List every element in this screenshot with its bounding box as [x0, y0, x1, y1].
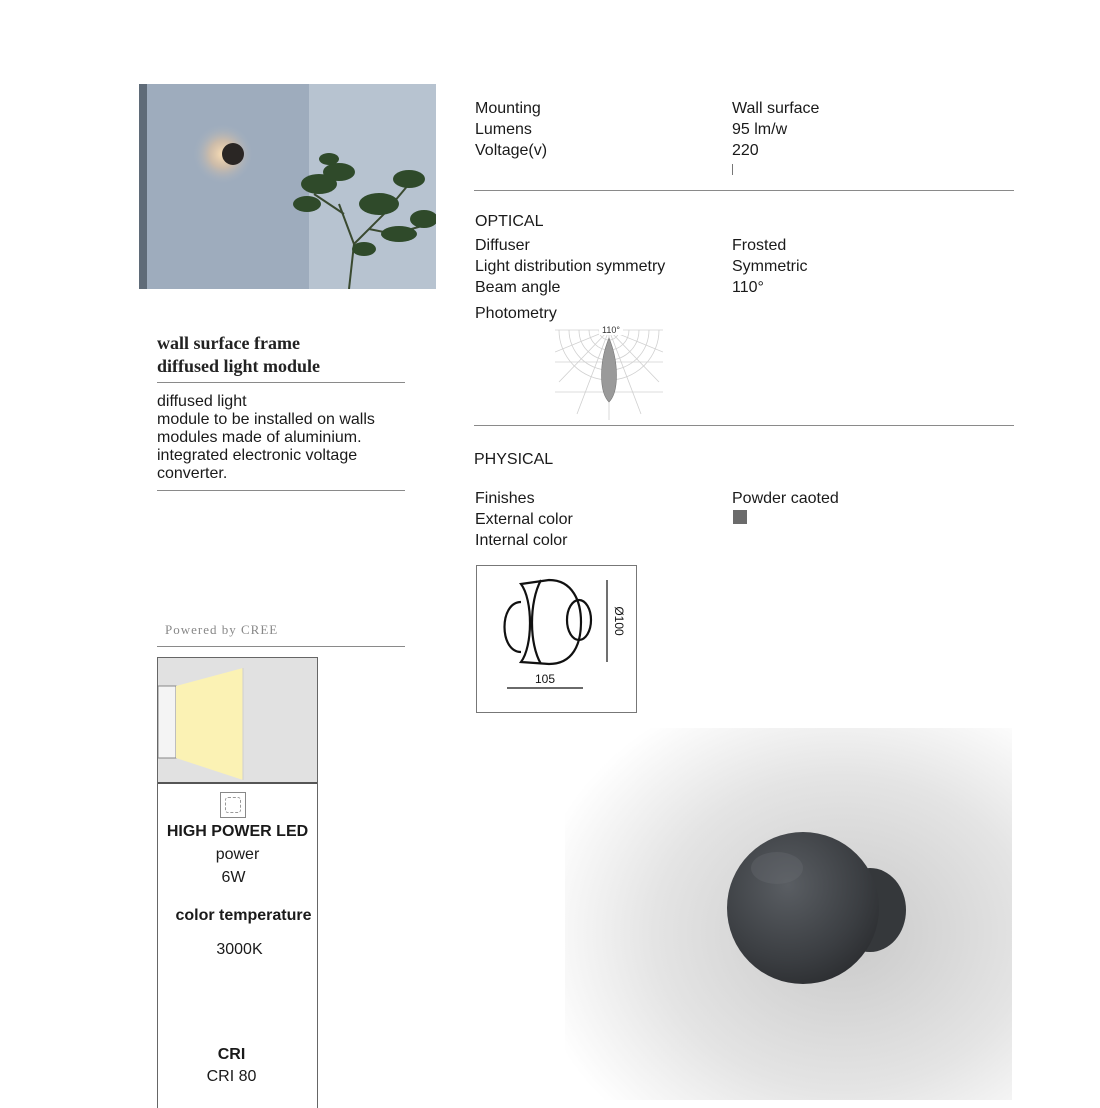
spec-label-voltage: Voltage(v) — [475, 142, 548, 159]
color-temperature-label: color temperature — [175, 907, 312, 924]
spec-labels-general — [475, 98, 547, 161]
powered-by-text: Powered by CREE — [165, 622, 279, 637]
description-divider — [157, 490, 405, 491]
cri-value: CRI 80 — [206, 1068, 257, 1085]
optical-divider — [474, 425, 1014, 426]
physical-label-external-color: External color — [475, 511, 573, 528]
power-label: power — [215, 846, 260, 863]
general-divider — [474, 190, 1014, 191]
dimension-diameter-label: Ø100 — [612, 606, 626, 636]
physical-labels — [475, 488, 573, 551]
optical-value-beam-angle: 110° — [732, 279, 764, 296]
optical-label-beam-angle: Beam angle — [475, 279, 561, 296]
description-line: converter. — [157, 465, 228, 482]
optical-value-diffuser: Frosted — [732, 237, 787, 254]
dimension-drawing-svg — [477, 566, 636, 712]
product-title — [157, 332, 407, 378]
color-temperature-value: 3000K — [216, 941, 263, 958]
beam-diagram — [158, 658, 317, 784]
photometry-angle-label: 110° — [602, 325, 620, 335]
physical-label-internal-color: Internal color — [475, 532, 568, 549]
power-value: 6W — [221, 869, 246, 886]
led-chip-icon — [220, 792, 246, 818]
spec-values-general — [732, 98, 819, 161]
dimension-drawing — [476, 565, 637, 713]
beam-illustration — [158, 658, 317, 782]
led-panel — [157, 657, 318, 1108]
dimension-depth-label: 105 — [534, 672, 556, 686]
optical-heading: OPTICAL — [475, 213, 544, 230]
physical-heading: PHYSICAL — [474, 451, 554, 468]
text-cursor-mark — [732, 164, 733, 175]
spec-label-mounting: Mounting — [475, 100, 541, 117]
ambient-photo-illustration — [139, 84, 436, 289]
spec-value-voltage: 220 — [732, 142, 759, 159]
title-divider — [157, 382, 405, 383]
optical-label-symmetry: Light distribution symmetry — [475, 258, 666, 275]
led-type: HIGH POWER LED — [166, 823, 309, 840]
optical-value-symmetry: Symmetric — [732, 258, 808, 275]
description-line: diffused light — [157, 393, 247, 410]
spec-value-mounting: Wall surface — [732, 100, 820, 117]
photometry-diagram — [555, 322, 663, 420]
description-line: module to be installed on walls — [157, 411, 375, 428]
spec-value-lumens: 95 lm/w — [732, 121, 788, 138]
powered-divider — [157, 646, 405, 647]
description-line: integrated electronic voltage — [157, 447, 358, 464]
photometry-label: Photometry — [475, 305, 557, 322]
product-title-line1: wall surface frame — [157, 333, 300, 353]
product-photo — [565, 728, 1012, 1100]
external-color-swatch — [733, 510, 747, 524]
photometry-polar-chart — [555, 322, 663, 420]
description-line: modules made of aluminium. — [157, 429, 362, 446]
ambient-photo — [139, 84, 436, 289]
cri-label: CRI — [217, 1046, 246, 1063]
optical-labels — [475, 235, 665, 298]
product-title-line2: diffused light module — [157, 356, 321, 376]
optical-values — [732, 235, 808, 298]
optical-label-diffuser: Diffuser — [475, 237, 530, 254]
product-description — [157, 393, 407, 483]
product-render — [565, 728, 1012, 1100]
spec-label-lumens: Lumens — [475, 121, 532, 138]
physical-value-finishes: Powder caoted — [732, 490, 839, 507]
physical-label-finishes: Finishes — [475, 490, 535, 507]
